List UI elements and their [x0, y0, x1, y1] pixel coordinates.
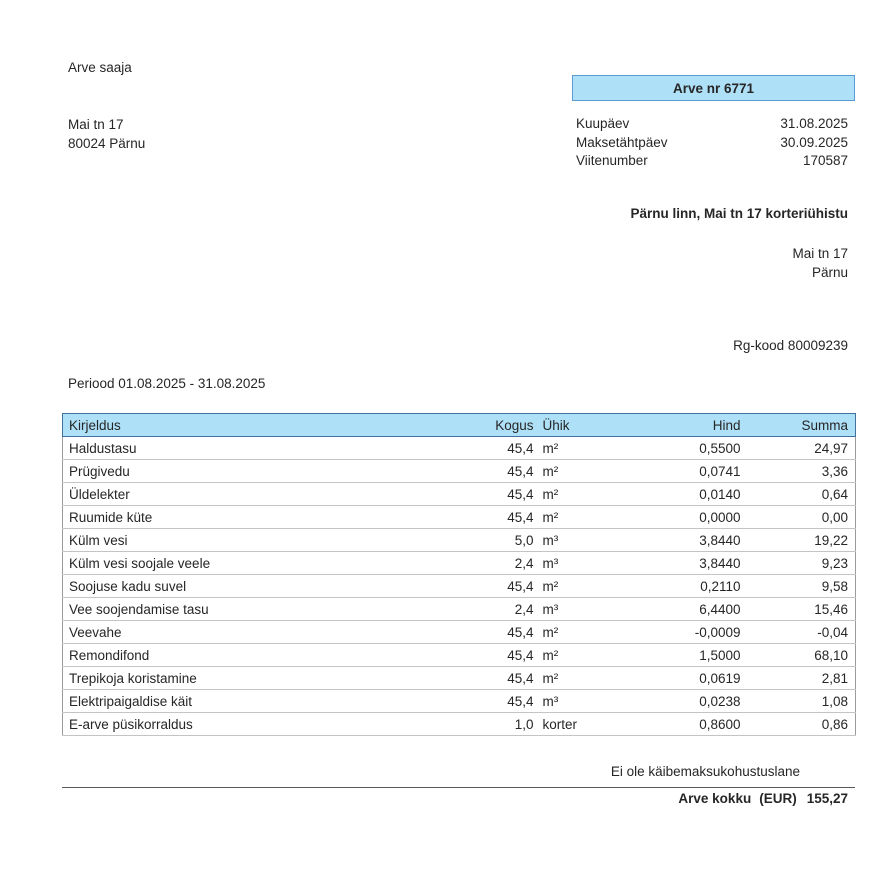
- billing-period: Periood 01.08.2025 - 31.08.2025: [68, 376, 266, 391]
- cell-hind: 0,2110: [609, 575, 748, 598]
- cell-summa: 2,81: [748, 667, 856, 690]
- invoice-number-title: Arve nr 6771: [672, 80, 755, 96]
- vat-exemption-note: Ei ole käibemaksukohustuslane: [610, 764, 800, 779]
- cell-hind: 0,5500: [609, 437, 748, 460]
- total-divider: [62, 787, 855, 788]
- cell-kirjeldus: Soojuse kadu suvel: [63, 575, 463, 598]
- column-header-hind: Hind: [609, 414, 748, 437]
- cell-uhik: m²: [541, 483, 609, 506]
- table-row: [63, 460, 856, 483]
- cell-kirjeldus: Üldelekter: [63, 483, 463, 506]
- cell-summa: 1,08: [748, 690, 856, 713]
- cell-kogus: 45,4: [463, 483, 541, 506]
- column-header-summa: Summa: [748, 414, 856, 437]
- cell-hind: 0,0619: [609, 667, 748, 690]
- table-row: [63, 667, 856, 690]
- cell-kogus: 45,4: [463, 621, 541, 644]
- cell-kogus: 5,0: [463, 529, 541, 552]
- recipient-address: [68, 116, 145, 153]
- total-label: Arve kokku: [678, 791, 752, 806]
- cell-hind: -0,0009: [609, 621, 748, 644]
- table-row: [63, 644, 856, 667]
- cell-kogus: 45,4: [463, 690, 541, 713]
- cell-uhik: m³: [541, 598, 609, 621]
- cell-kirjeldus: Ruumide küte: [63, 506, 463, 529]
- cell-kogus: 45,4: [463, 506, 541, 529]
- cell-kirjeldus: Külm vesi: [63, 529, 463, 552]
- cell-kirjeldus: Elektripaigaldise käit: [63, 690, 463, 713]
- cell-hind: 3,8440: [609, 552, 748, 575]
- cell-summa: 0,64: [748, 483, 856, 506]
- recipient-address-line: 80024 Pärnu: [68, 135, 146, 151]
- cell-kirjeldus: Haldustasu: [63, 437, 463, 460]
- cell-summa: 0,86: [748, 713, 856, 736]
- invoice-total: [678, 791, 848, 806]
- table-row: [63, 621, 856, 644]
- cell-kogus: 2,4: [463, 552, 541, 575]
- issuer-name: Pärnu linn, Mai tn 17 korteriühistu: [630, 206, 848, 221]
- cell-summa: 24,97: [748, 437, 856, 460]
- cell-hind: 3,8440: [609, 529, 748, 552]
- cell-summa: 3,36: [748, 460, 856, 483]
- cell-summa: -0,04: [748, 621, 856, 644]
- cell-kirjeldus: Remondifond: [63, 644, 463, 667]
- cell-kogus: 45,4: [463, 644, 541, 667]
- cell-kogus: 45,4: [463, 437, 541, 460]
- registry-code: Rg-kood 80009239: [733, 338, 848, 353]
- table-header: [63, 414, 856, 437]
- table-row: [63, 575, 856, 598]
- meta-value: 30.09.2025: [780, 134, 848, 150]
- cell-uhik: m²: [541, 575, 609, 598]
- meta-label: Viitenumber: [576, 153, 648, 169]
- table-header-row: [63, 414, 856, 437]
- table-row: [63, 552, 856, 575]
- cell-uhik: m²: [541, 437, 609, 460]
- cell-kirjeldus: Külm vesi soojale veele: [63, 552, 463, 575]
- cell-hind: 0,0238: [609, 690, 748, 713]
- cell-summa: 0,00: [748, 506, 856, 529]
- issuer-address-line: Pärnu: [811, 264, 848, 280]
- cell-uhik: m³: [541, 529, 609, 552]
- table-row: [63, 529, 856, 552]
- invoice-lines-table: [62, 413, 856, 736]
- invoice-meta: [576, 115, 848, 171]
- cell-hind: 0,0741: [609, 460, 748, 483]
- cell-kirjeldus: Veevahe: [63, 621, 463, 644]
- cell-uhik: m²: [541, 506, 609, 529]
- cell-kirjeldus: Trepikoja koristamine: [63, 667, 463, 690]
- table-row: [63, 506, 856, 529]
- cell-uhik: korter: [541, 713, 609, 736]
- cell-uhik: m²: [541, 621, 609, 644]
- cell-summa: 9,23: [748, 552, 856, 575]
- meta-row-date: [576, 115, 848, 134]
- cell-uhik: m²: [541, 460, 609, 483]
- meta-label: Maksetähtpäev: [576, 134, 668, 150]
- column-header-kirjeldus: Kirjeldus: [63, 414, 463, 437]
- cell-kogus: 45,4: [463, 575, 541, 598]
- cell-hind: 6,4400: [609, 598, 748, 621]
- table-row: [63, 437, 856, 460]
- table-row: [63, 713, 856, 736]
- table-row: [63, 483, 856, 506]
- cell-summa: 9,58: [748, 575, 856, 598]
- cell-hind: 0,0140: [609, 483, 748, 506]
- total-currency: (EUR): [759, 791, 797, 806]
- cell-uhik: m²: [541, 667, 609, 690]
- column-header-kogus: Kogus: [463, 414, 541, 437]
- cell-kogus: 1,0: [463, 713, 541, 736]
- meta-value: 170587: [802, 153, 848, 169]
- issuer-address: [792, 245, 848, 282]
- cell-summa: 68,10: [748, 644, 856, 667]
- table-row: [63, 598, 856, 621]
- cell-kirjeldus: Prügivedu: [63, 460, 463, 483]
- cell-hind: 1,5000: [609, 644, 748, 667]
- cell-summa: 15,46: [748, 598, 856, 621]
- recipient-section-label: Arve saaja: [68, 60, 132, 75]
- cell-kirjeldus: E-arve püsikorraldus: [63, 713, 463, 736]
- issuer-address-line: Mai tn 17: [792, 246, 848, 261]
- table-row: [63, 690, 856, 713]
- cell-uhik: m³: [541, 552, 609, 575]
- meta-row-due-date: [576, 134, 848, 153]
- meta-row-reference-number: [576, 152, 848, 171]
- invoice-number-box: [572, 75, 855, 101]
- cell-kirjeldus: Vee soojendamise tasu: [63, 598, 463, 621]
- table-body: [63, 437, 856, 736]
- cell-kogus: 45,4: [463, 460, 541, 483]
- cell-hind: 0,8600: [609, 713, 748, 736]
- cell-summa: 19,22: [748, 529, 856, 552]
- recipient-address-line: Mai tn 17: [68, 117, 124, 132]
- meta-value: 31.08.2025: [780, 116, 848, 131]
- cell-kogus: 2,4: [463, 598, 541, 621]
- column-header-uhik: Ühik: [541, 414, 609, 437]
- cell-uhik: m³: [541, 690, 609, 713]
- cell-kogus: 45,4: [463, 667, 541, 690]
- cell-hind: 0,0000: [609, 506, 748, 529]
- total-value: 155,27: [806, 791, 848, 806]
- cell-uhik: m²: [541, 644, 609, 667]
- meta-label: Kuupäev: [576, 116, 630, 131]
